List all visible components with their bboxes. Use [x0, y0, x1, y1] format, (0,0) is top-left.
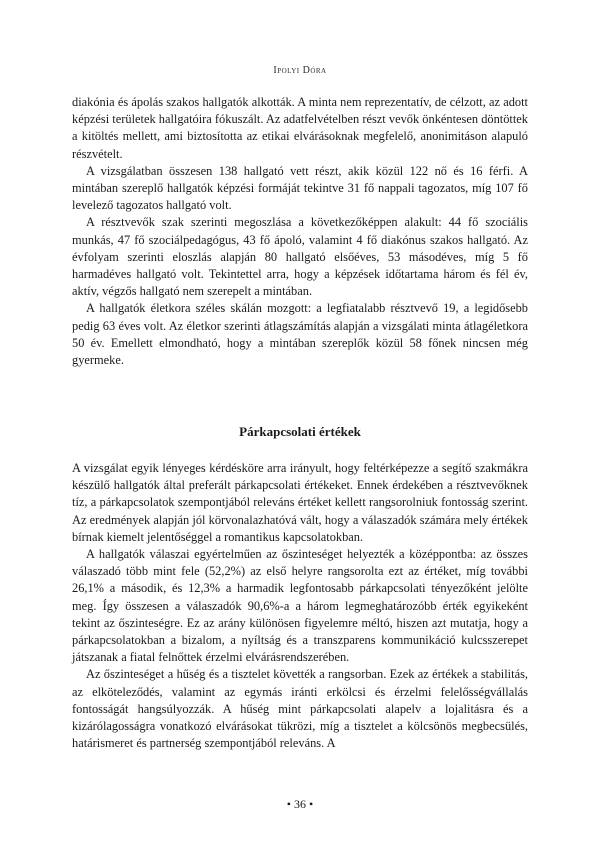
body-text-section-2 — [72, 460, 528, 752]
paragraph: A vizsgálatban összesen 138 hallgató vett részt, akik közül 122 nő és 16 férfi. A mintában szereplő hallgatók képzési formáját tekintve 31 fő nappali tagozatos, míg 107 fő levelező tagozatos hallgató volt. — [72, 163, 528, 213]
paragraph: A vizsgálat egyik lényeges kérdésköre arra irányult, hogy feltérképezze a segítő szakmákra készülő hallgatók által preferált párkapcsolati értékeket. Ennek érdekében a résztvevőknek tíz, a párkapcsolatok szempontjából releváns értéket kellett rangsorolniuk fontosság szerint. Az eredmények alapján jól körvonalazhatóvá vált, hogy a válaszadók számára mely értékek bírnak kiemelt jelentőséggel a romantikus kapcsolatokban. — [72, 461, 528, 544]
page-number: • 36 • — [286, 797, 314, 811]
paragraph: A résztvevők szak szerinti megoszlása a következőképpen alakult: 44 fő szociális munkás, 47 fő szociálpedagógus, 43 fő ápoló, valamint 4 fő diakónus szakos hallgató. Az évfolyam szerinti eloszlás alapján 80 hallgató elsőéves, 53 másodéves, míg 5 fő harmadéves hallgató volt. Tekintettel arra, hogy a képzések időtartama három és fél év, aktív, végzős hallgató nem szerepelt a mintában. — [72, 215, 528, 299]
paragraph: diakónia és ápolás szakos hallgatók alkották. A minta nem reprezentatív, de célzott, az adott képzési területek hallgatóira fókuszált. Az adatfelvételben részt vevők önkéntesen döntöttek a kitöltés mellett, ami biztosította az etikai elvárásoknak megfelelő, anonimitáson alapuló részvételt. — [72, 95, 528, 161]
paragraph: Az őszinteséget a hűség és a tisztelet követték a rangsorban. Ezek az értékek a stabilitás, az elköteleződés, valamint az egymás iránti erkölcsi és érzelmi felelősségvállalás fontosságát hangsúlyozzák. A hűség mint párkapcsolati alapelv a lojalitásra és a kizárólagosságra vonatkozó elvárásokat tükrözi, míg a tisztelet a kölcsönös megbecsülés, határismeret és partnerség szempontjából releváns. A — [72, 667, 528, 751]
section-heading: Párkapcsolati értékek — [239, 424, 361, 439]
body-text-section-1 — [72, 94, 528, 369]
paragraph: A hallgatók válaszai egyértelműen az őszinteséget helyezték a középpontba: az összes válaszadó több mint fele (52,2%) az első helyre rangsorolta ezt az értéket, míg további 26,1% a második, és 12,3% a harmadik legfontosabb párkapcsolati tényezőként jelölte meg. Így összesen a válaszadók 90,6%-a a három legmeghatározóbb érték egyikeként tekint az őszinteségre. Ez az arány különösen figyelemre méltó, hiszen azt mutatja, hogy a párkapcsolatokban a bizalom, a nyíltság és a transzparens kommunikáció kulcsszerepet játszanak a fiatal felnőttek érzelmi elvárásrendszerében. — [72, 547, 528, 665]
running-head: Ipolyi Dóra — [273, 65, 327, 76]
paragraph: A hallgatók életkora széles skálán mozgott: a legfiatalabb résztvevő 19, a legidősebb pedig 63 éves volt. Az életkor szerinti átlagszámítás alapján a vizsgálati minta átlagéletkora 50 év. Emellett elmondható, hogy a mintában szereplők közül 58 főnek nincsen még gyermeke. — [72, 301, 528, 368]
